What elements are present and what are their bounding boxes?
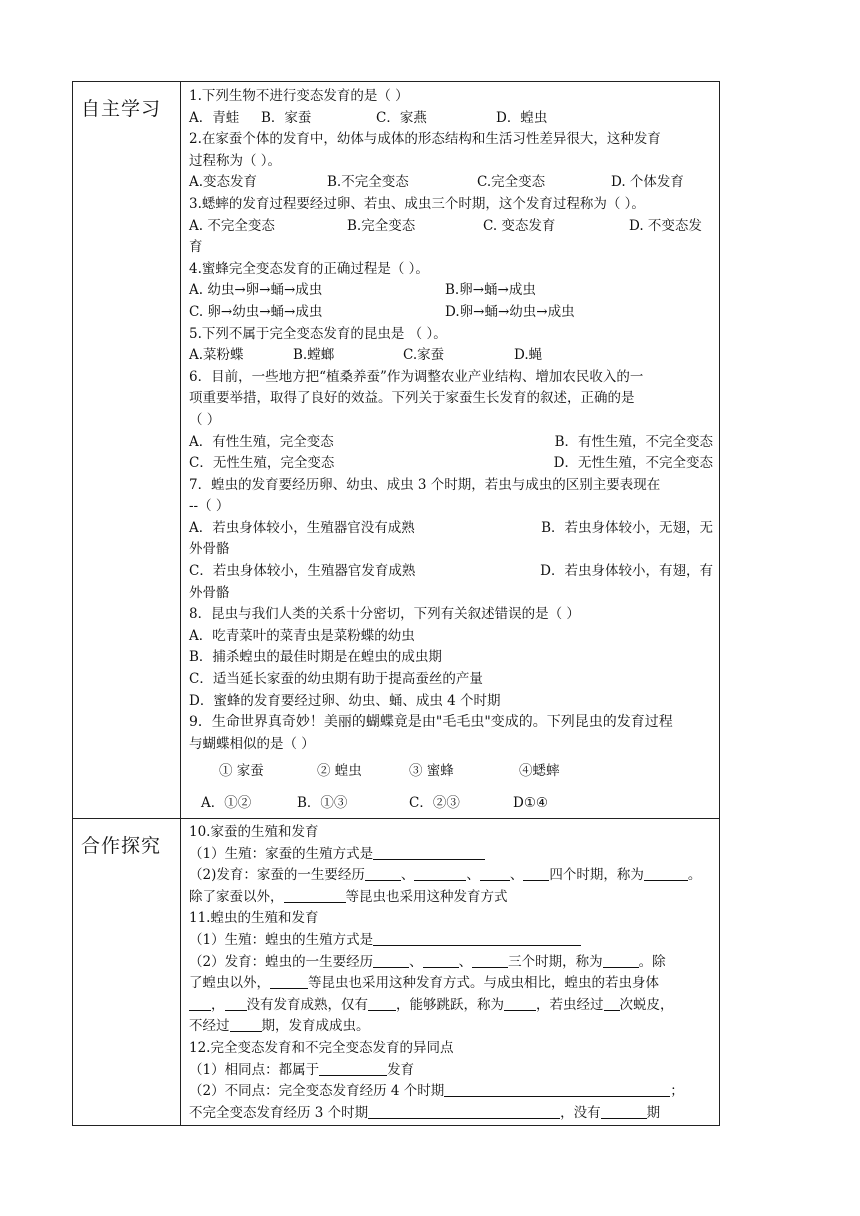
q11-others-text2: 等昆虫也采用这种发育方式。与成虫相比，蝗虫的若虫身体 xyxy=(308,975,659,992)
q11-reproduction-text: （1）生殖：蝗虫的生殖方式是 xyxy=(189,931,374,948)
q12-diff-incomplete xyxy=(189,1103,713,1125)
q9-item-1: ① 家蚕 xyxy=(219,763,264,780)
q5-stem: 5.下列不属于完全变态发育的昆虫是 （ ）。 xyxy=(189,325,447,342)
blank xyxy=(444,1081,670,1097)
q3-option-a: A. 不完全变态 xyxy=(189,217,275,234)
q6-stem-line3: （ ） xyxy=(189,411,221,428)
q1-option-d: D．蝗虫 xyxy=(496,109,548,126)
q6-options-row1 xyxy=(189,432,713,454)
q7-options-row1 xyxy=(189,518,713,540)
q6-option-c: C．无性生殖，完全变态 xyxy=(189,455,335,472)
q3-option-b: B.完全变态 xyxy=(347,217,416,234)
q10-reproduction xyxy=(189,844,713,866)
q10-development-text1: （2)发育：家蚕的一生要经历 xyxy=(189,867,365,884)
blank xyxy=(368,995,396,1011)
q8-option-a: A．吃青菜叶的菜青虫是菜粉蝶的幼虫 xyxy=(189,627,415,644)
q12-heading: 12.完全变态发育和不完全变态发育的异同点 xyxy=(189,1039,454,1056)
q8-option-b: B．捕杀蝗虫的最佳时期是在蝗虫的成虫期 xyxy=(189,649,442,666)
q9-item-3: ③ 蜜蜂 xyxy=(409,763,454,780)
q11-others xyxy=(189,973,713,995)
q7-stem-line1: 7．蝗虫的发育要经历卵、幼虫、成虫 3 个时期，若虫与成虫的区别主要表现在 xyxy=(189,476,661,493)
q10-development: （2)发育：家蚕的一生要经历 、 、 、 四个时期，称为 。 xyxy=(189,867,702,884)
q5-option-b: B.螳螂 xyxy=(293,347,335,364)
q11-nymph-text4: 次蜕皮， xyxy=(619,996,674,1013)
blank xyxy=(319,1060,387,1076)
q9-options xyxy=(189,787,713,819)
q4-option-d: D.卵→蛹→幼虫→成虫 xyxy=(445,303,575,320)
self-study-content xyxy=(181,82,719,818)
cooperative-content xyxy=(181,819,719,1125)
blank xyxy=(189,995,211,1011)
q2-option-d: D. 个体发育 xyxy=(611,174,684,191)
q1-options xyxy=(189,108,713,130)
q4-options-row1 xyxy=(189,280,713,302)
q12-diff-incomplete-text1: 不完全变态发育经历 3 个时期 xyxy=(189,1104,369,1121)
q11-development-text1: （2）发育：蝗虫的一生要经历 xyxy=(189,953,374,970)
q4-option-c: C. 卵→幼虫→蛹→成虫 xyxy=(189,303,323,320)
q3-options xyxy=(189,216,713,238)
blank xyxy=(414,865,466,881)
q10-reproduction-text: （1）生殖：家蚕的生殖方式是 xyxy=(189,845,374,862)
q9-item-2: ② 蝗虫 xyxy=(317,763,362,780)
blank xyxy=(368,1103,560,1119)
q2-option-b: B.不完全变态 xyxy=(327,174,409,191)
blank xyxy=(270,973,308,989)
q11-adult-text1: 不经过 xyxy=(189,1018,230,1035)
q9-items xyxy=(189,755,713,787)
q9-item-4: ④蟋蟀 xyxy=(519,763,560,780)
cooperative-row xyxy=(73,819,719,1125)
q8-stem: 8．昆虫与我们人类的关系十分密切，下列有关叙述错误的是（ ） xyxy=(189,606,580,623)
q11-development-text3: 。除 xyxy=(638,953,666,970)
q9-stem-line2: 与蝴蝶相似的是（ ） xyxy=(189,735,315,752)
blank xyxy=(480,865,510,881)
blank xyxy=(604,995,620,1011)
q7-option-d-tail: 外骨骼 xyxy=(189,584,230,601)
q2-stem-line2: 过程称为（ ）。 xyxy=(189,152,282,169)
q11-nymph: ， 没有发育成熟，仅有 ，能够跳跃，称为 ，若虫经过 次蜕皮， xyxy=(189,995,713,1017)
q10-others-text1: 除了家蚕以外， xyxy=(189,888,284,905)
blank xyxy=(373,930,581,946)
q7-option-a: A．若虫身体较小，生殖器官没有成熟 xyxy=(189,519,415,536)
q1-option-a: A．青蛙 xyxy=(189,109,240,126)
q9-option-c: C．②③ xyxy=(409,795,460,812)
blank xyxy=(504,995,536,1011)
q2-options xyxy=(189,172,713,194)
q11-heading: 11.蝗虫的生殖和发育 xyxy=(189,910,319,927)
q10-development-text2: 四个时期，称为 xyxy=(549,867,644,884)
q5-option-c: C.家蚕 xyxy=(403,347,445,364)
q1-option-c: C．家燕 xyxy=(376,109,427,126)
q3-option-d: D. 不变态发 xyxy=(629,217,702,234)
q9-option-b: B．①③ xyxy=(297,795,348,812)
blank xyxy=(601,1103,647,1119)
q10-others xyxy=(189,887,713,909)
blank xyxy=(373,844,485,860)
q7-option-d: D．若虫身体较小，有翅，有 xyxy=(540,563,713,580)
q6-stem-line1: 6．目前，一些地方把“植桑养蚕”作为调整农业产业结构、增加农民收入的一 xyxy=(189,368,644,385)
self-study-label: 自主学习 xyxy=(73,82,181,818)
q12-diff-complete: （2）不同点：完全变态发育经历 4 个时期 ； xyxy=(189,1083,684,1100)
self-study-row xyxy=(73,82,719,819)
q6-stem-line2: 项重要举措，取得了良好的效益。下列关于家蚕生长发育的叙述，正确的是 xyxy=(189,390,635,407)
q7-stem-line2: --（ ） xyxy=(189,498,230,515)
q11-development: （2）发育：蝗虫的一生要经历 、 、 三个时期，称为 。除 xyxy=(189,953,666,970)
blank xyxy=(365,865,401,881)
blank xyxy=(423,952,459,968)
q11-adult-text2: 期，发育成成虫。 xyxy=(261,1018,370,1035)
worksheet-table xyxy=(72,81,720,1126)
q9-option-a: A．①② xyxy=(201,795,252,812)
q7-options-row2 xyxy=(189,561,713,583)
blank xyxy=(225,995,247,1011)
blank xyxy=(284,887,346,903)
q4-options-row2 xyxy=(189,302,713,324)
q3-stem: 3.蟋蟀的发育过程要经过卵、若虫、成虫三个时期，这个发育过程称为（ ）。 xyxy=(189,195,645,212)
q7-option-b: B．若虫身体较小，无翅，无 xyxy=(541,519,713,536)
q9-option-d: D①④ xyxy=(513,795,549,812)
q5-option-a: A.菜粉蝶 xyxy=(189,347,244,364)
q11-others-text1: 了蝗虫以外， xyxy=(189,975,270,992)
q1-option-b: B．家蚕 xyxy=(261,109,312,126)
q12-diff-complete-text: （2）不同点：完全变态发育经历 4 个时期 xyxy=(189,1083,445,1100)
q5-options xyxy=(189,345,713,367)
q3-option-c: C. 变态发育 xyxy=(483,217,556,234)
q7-option-b-tail: 外骨骼 xyxy=(189,541,230,558)
q3-option-d-tail: 育 xyxy=(189,239,203,256)
q6-options-row2 xyxy=(189,453,713,475)
q2-option-c: C.完全变态 xyxy=(477,174,546,191)
q11-reproduction xyxy=(189,930,713,952)
q10-heading: 10.家蚕的生殖和发育 xyxy=(189,824,319,840)
q6-option-d: D．无性生殖，不完全变态 xyxy=(553,455,713,472)
q12-same-text1: （1）相同点：都属于 xyxy=(189,1061,320,1078)
q6-option-b: B．有性生殖，不完全变态 xyxy=(554,433,713,450)
q11-nymph-text3: ，若虫经过 xyxy=(536,996,604,1013)
q1-stem: 1.下列生物不进行变态发育的是（ ） xyxy=(189,88,409,104)
blank xyxy=(644,865,688,881)
q4-option-b: B.卵→蛹→成虫 xyxy=(445,282,536,299)
q8-option-c: C．适当延长家蚕的幼虫期有助于提高蚕丝的产量 xyxy=(189,671,483,688)
q12-diff-incomplete-text2: ，没有 xyxy=(560,1104,601,1121)
blank xyxy=(523,865,549,881)
q4-option-a: A. 幼虫→卵→蛹→成虫 xyxy=(189,282,323,299)
q11-nymph-text2: ，能够跳跃，称为 xyxy=(396,996,504,1013)
q7-option-c: C．若虫身体较小，生殖器官发育成熟 xyxy=(189,563,416,580)
blank xyxy=(472,952,508,968)
blank xyxy=(230,1016,262,1032)
q9-stem-line1: 9．生命世界真奇妙！美丽的蝴蝶竟是由"毛毛虫"变成的。下列昆虫的发育过程 xyxy=(189,714,673,731)
q4-stem: 4.蜜蜂完全变态发育的正确过程是（ ）。 xyxy=(189,260,429,277)
q2-stem-line1: 2.在家蚕个体的发育中，幼体与成体的形态结构和生活习性差异很大，这种发育 xyxy=(189,131,661,148)
cooperative-label: 合作探究 xyxy=(73,819,181,1125)
q6-option-a: A．有性生殖，完全变态 xyxy=(189,433,334,450)
blank xyxy=(373,952,409,968)
q11-development-text2: 三个时期，称为 xyxy=(508,953,603,970)
q11-adult xyxy=(189,1016,713,1038)
q10-others-text2: 等昆虫也采用这种发育方式 xyxy=(345,888,508,905)
q2-option-a: A.变态发育 xyxy=(189,174,258,191)
blank xyxy=(603,952,639,968)
q8-option-d: D．蜜蜂的发育要经过卵、幼虫、蛹、成虫 4 个时期 xyxy=(189,692,501,709)
q12-diff-incomplete-text3: 期 xyxy=(646,1104,661,1121)
q12-same-text2: 发育 xyxy=(387,1061,415,1078)
q12-same xyxy=(189,1060,713,1082)
q5-option-d: D.蝇 xyxy=(514,347,543,364)
q11-nymph-text1: 没有发育成熟，仅有 xyxy=(246,996,368,1013)
